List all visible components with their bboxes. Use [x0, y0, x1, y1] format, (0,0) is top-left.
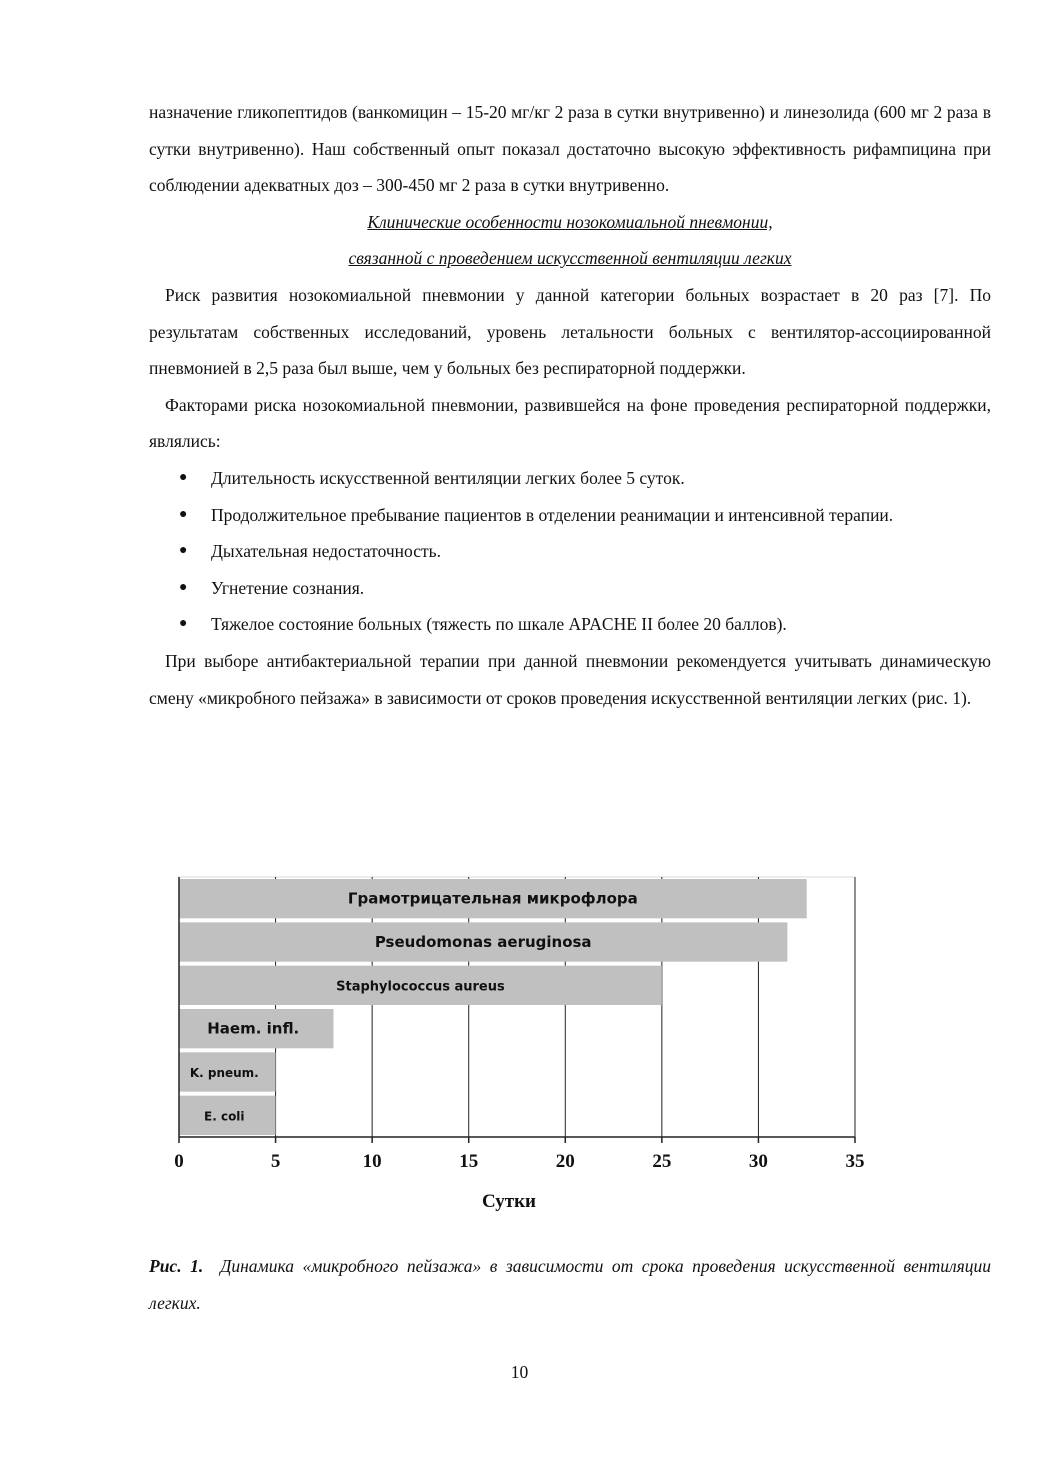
bar-label: Staphylococcus aureus	[336, 979, 505, 995]
x-tick-label: 30	[748, 1151, 768, 1172]
caption-text: Динамика «микробного пейзажа» в зависимости от срока проведения искусственной вентиляции легких.	[149, 1256, 991, 1313]
list-item: ● Угнетение сознания.	[149, 570, 991, 607]
figure-caption	[149, 1248, 991, 1321]
paragraph-risk-factors: Факторами риска нозокомиальной пневмонии, развившейся на фоне проведения респираторной поддержки, являлись:	[149, 394, 991, 452]
x-axis-label: Сутки	[482, 1191, 536, 1212]
list-item: ● Продолжительное пребывание пациентов в отделении реанимации и интенсивной терапии.	[149, 497, 991, 534]
bullet-icon: ●	[179, 616, 188, 632]
x-tick-label: 35	[845, 1151, 865, 1172]
document-body	[149, 94, 991, 716]
x-tick-label: 0	[174, 1151, 184, 1172]
list-item: ● Длительность искусственной вентиляции легких более 5 суток.	[149, 460, 991, 497]
caption-label: Рис. 1.	[149, 1256, 204, 1276]
bullet-icon: ●	[179, 543, 188, 559]
bar-label: Грамотрицательная микрофлора	[347, 889, 638, 908]
x-tick-label: 10	[362, 1151, 382, 1172]
page-number: 10	[510, 1362, 529, 1382]
x-tick-label: 25	[652, 1151, 672, 1172]
list-item: ● Дыхательная недостаточность.	[149, 533, 991, 570]
section-heading-line1: Клинические особенности нозокомиальной пневмонии,	[367, 211, 773, 232]
paragraph-therapy: При выборе антибактериальной терапии при данной пневмонии рекомендуется учитывать динамическую смену «микробного пейзажа» в зависимости от сроков проведения искусственной вентиляции легких (рис. 1).	[149, 650, 991, 708]
bullet-icon: ●	[179, 506, 188, 522]
bullet-icon: ●	[179, 469, 188, 485]
chart-svg	[149, 860, 991, 1220]
bar-label: Pseudomonas aeruginosa	[374, 933, 592, 951]
bar-label: Haem. infl.	[207, 1019, 300, 1038]
bullet-icon: ●	[179, 579, 188, 595]
bar-label: K. pneum.	[189, 1066, 259, 1080]
list-item: ● Тяжелое состояние больных (тяжесть по шкале APACHE II более 20 баллов).	[149, 606, 991, 643]
paragraph-glycopeptides: назначение гликопептидов (ванкомицин – 15-20 мг/кг 2 раза в сутки внутривенно) и линезолида (600 мг 2 раза в сутки внутривенно). Наш собственный опыт показал достаточно высокую эффективность рифампицина при соблюдении адекватных доз – 300-450 мг 2 раза в сутки внутривенно.	[149, 102, 991, 196]
section-heading-line2: связанной с проведением искусственной вентиляции легких	[348, 248, 792, 269]
paragraph-risk: Риск развития нозокомиальной пневмонии у данной категории больных возрастает в 20 раз [7]. По результатам собственных исследований, уровень летальности больных с вентилятор-ассоциированной пневмонией в 2,5 раза был выше, чем у больных без респираторной поддержки.	[149, 284, 991, 379]
x-tick-label: 15	[459, 1151, 479, 1172]
microbial-landscape-chart	[149, 860, 991, 1220]
x-tick-label: 5	[270, 1151, 281, 1172]
risk-factors-list	[149, 460, 991, 643]
bar-label: E. coli	[204, 1109, 245, 1124]
x-tick-label: 20	[555, 1151, 575, 1172]
